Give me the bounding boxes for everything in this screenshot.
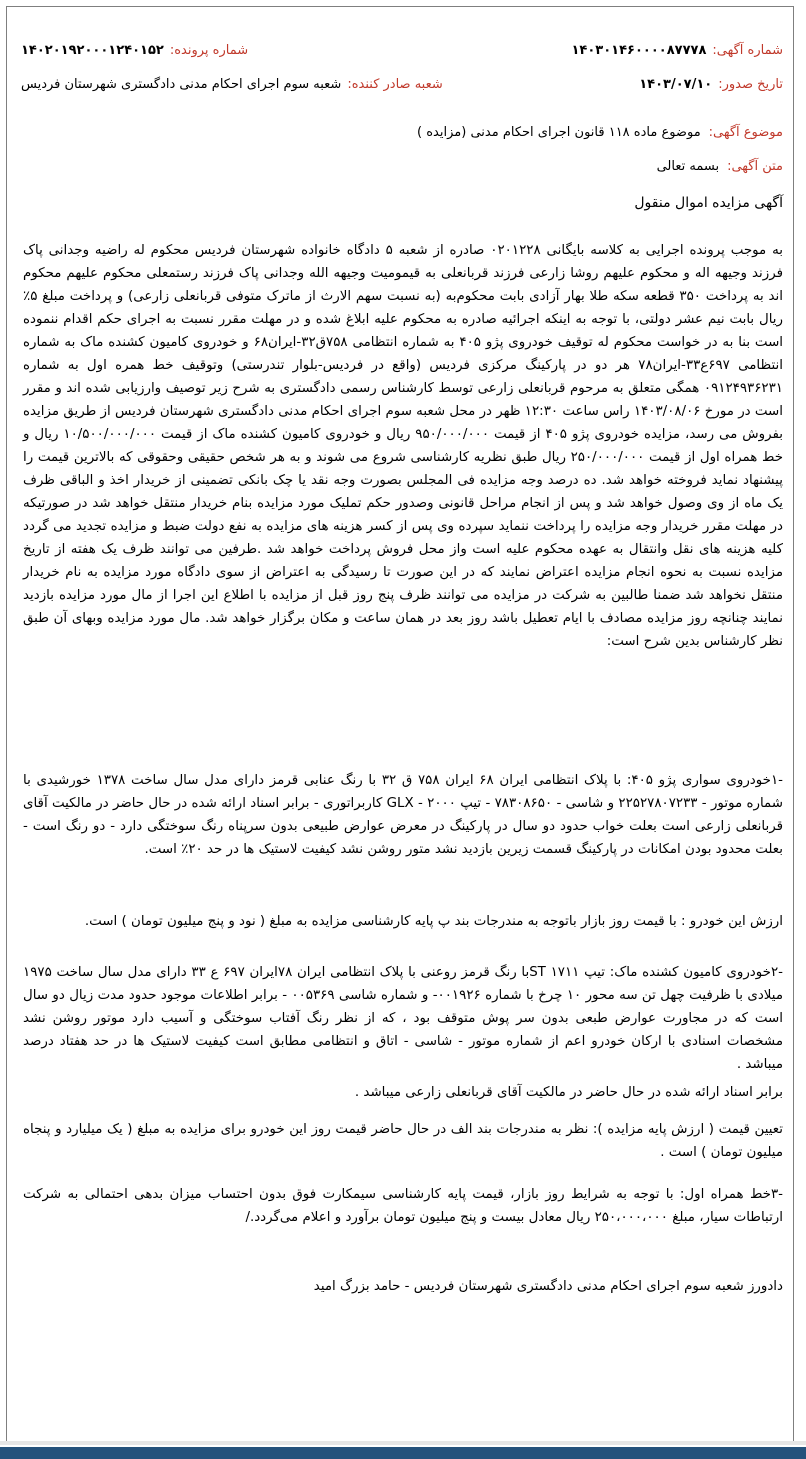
page-divider [0,1441,806,1445]
paragraph-item-mobile-line: -۳خط همراه اول: با توجه به شرایط روز بازار، قیمت پایه کارشناسی سیمکارت فوق بدون احتساب میزان بدهی احتمالی به شرکت ارتباطات سیار، مبلغ ۲۵۰،۰۰۰،۰۰۰ ریال معادل بیست و پنج میلیون تومان برآورد و اعلام می‌گردد./ [23,1187,783,1225]
issuer-label: شعبه صادر کننده: [347,76,443,92]
notice-title: آگهی مزایده اموال منقول [634,195,783,211]
header-row-issue [7,69,793,99]
issue-date-field [639,77,783,92]
issue-date-label: تاریخ صدور: [718,76,783,92]
paragraph-item-mack-truck: -۲خودروی کامیون کشنده ماک: تیپ ST ۱۷۱۱با رنگ قرمز روعنی با پلاک انتظامی ایران ۷۸ایران ۶۹۷ ع ۳۳ دارای مدل سال ساخت ۱۹۷۵ میلادی با ظرفیت چهل تن سه محور ۱۰ چرخ با شماره ۰۰۱۹۲۶- و شماره شاسی ۰۰۵۳۶۹ - برابر اطلاعات موجود حدود مدت زیال دو سال است که در مجاورت عوارض طبعی بدون سر پوش متوقف بود ، که از نظر رنگ آفتاب سوختگی و آسیب دارد موتور روشن نشد مشخصات اسنادی با ارکان خودرو اعم از شماره موتور - شاسی - اتاق و انتظامی مطابق است کیفیت لاستیک ها در حد هفتاد درصد میباشد . [23,965,784,1072]
notice-number-label: شماره آگهی: [712,42,783,58]
issue-date-value: ۱۴۰۳/۰۷/۱۰ [639,76,713,92]
notice-document [6,6,794,1443]
paragraph-intro: به موجب پرونده اجرایی به کلاسه بایگانی ۰۲۰۱۲۲۸ صادره از شعبه ۵ دادگاه خانواده شهرستان فردیس محکوم له راضیه وجدانی پاک فرزند وجیهه اله و محکوم علیهم روشا زارعی فرزند قربانعلی به قیمومیت وجیهه الله وجدانی پاک فرزند رستمعلی محکوم علیهم محکوم اند به پرداخت ۳۵۰ قطعه سکه طلا بهار آزادی بابت محکوم‌به (به نسبت سهم الارث از ماترک متوفی قربانعلی زارعی) و پرداخت مبلغ ۵٪ ریال بابت نیم عشر دولتی، با توجه به اینکه اجرائیه صادره به محکوم علیه ابلاغ شده و در مهلت مقرر نسبت به اجرای حکم اقدام ننموده است بنا به در خواست محکوم له توقیف خودروی پژو ۴۰۵ به شماره انتظامی ۷۵۸ق۳۲-ایران۶۸ و خودروی کامیون کشنده ماک به شماره انتظامی ۶۹۷ع۳۳-ایران۷۸ هر دو در پارکینگ مرکزی فردیس (واقع در فردیس-بلوار تندرستی) وتوقیف خط همره اول به شماره ۰۹۱۲۴۹۳۶۲۳۱ همگی متعلق به مرحوم قربانعلی زارعی توسط کارشناس رسمی دادگستری به شرح زیر توصیف وارزیابی شده اند و مقرر است در مورخ ۱۴۰۳/۰۸/۰۶ راس ساعت ۱۲:۳۰ ظهر در محل شعبه سوم اجرای احکام مدنی دادگستری شهرستان فردیس از طریق مزایده بفروش می رسد، مزایده خودروی پژو ۴۰۵ از قیمت ۹۵۰/۰۰۰/۰۰۰ ریال و خودروی کامیون کشنده ماک از قیمت ۱۰/۵۰۰/۰۰۰/۰۰۰ ریال و خط همراه اول از قیمت ۲۵۰/۰۰۰/۰۰۰ ریال طبق نظریه کارشناسی شروع می شوند و به هر شخص حقیقی وحقوقی که بالاترین قیمت را پیشنهاد نماید فروخته خواهد شد. ده درصد وجه مزایده فی المجلس بصورت وجه نقد یا چک بانکی تضمینی از خریدار اخذ و الباقی ظرف یک ماه از وی وصول خواهد شد و پس از انجام مراحل قانونی وصدور حکم تملیک مورد مزایده بنام خریدار منتقل خواهد شد در صورتیکه در مهلت مقرر خریدار وجه مزایده را پرداخت ننماید سپرده وی پس از کسر هزینه های مزایده به نفع دولت ضبط و مزایده تجدید می گردد کلیه هزینه های نقل وانتقال به عهده محکوم علیه است واز محل فروش پرداخت خواهد شد .طرفین می توانند ظرف یک هفته از تاریخ مزایده نسبت به نحوه انجام مزایده اعتراض نمایند که در این صورت تا رسیدگی به اعتراض از سوی دادگاه مورد مزایده به نام خریدار منتقل نخواهد شد ضمنا طالبین به شرکت در مزایده می توانند ظرف پنج روز قبل از مزایده با اطلاع این اجرا از مال مورد مزایده بازدید نمایند چنانچه روز مزایده مصادف با ایام تعطیل باشد روز بعد در همان ساعت و مکان برگزار خواهد شد. مال مورد مزایده وبهای آن طبق نظر کارشناس بدین شرح است: [23,243,784,649]
text-label: متن آگهی: [727,159,783,174]
paragraph-item-peugeot: -۱خودروی سواری پژو ۴۰۵: با پلاک انتظامی ایران ۶۸ ایران ۷۵۸ ق ۳۲ با رنگ عنابی قرمز دارای مدل سال ساخت ۱۳۷۸ خورشیدی با شماره موتور - ۲۲۵۲۷۸۰۷۲۳۳ و شاسی - ۷۸۳۰۸۶۵۰ - تیپ ۲۰۰۰ - GLX کاربراتوری - برابر اسناد ارائه شده در حال حاضر در مالکیت آقای قربانعلی زارعی است بعلت خواب حدود دو سال در پارکینگ در معرض عوارض طبیعی بدون سرپناه رنگ سوختگی دارد - دو رنگ است - بعلت محدود بودن امکانات در پارکینگ قسمت زیرین بازدید نشد متور روشن نشد کیفیت لاستیک ها در حد ۲۰٪ است. [23,773,783,857]
signature-line: دادورز شعبه سوم اجرای احکام مدنی دادگستری شهرستان فردیس - حامد بزرگ امید [313,1279,783,1294]
issuer-field [21,77,443,92]
notice-number-field [572,43,784,58]
header-row-numbers [7,35,793,65]
notice-number-value: ۱۴۰۳۰۱۴۶۰۰۰۰۸۷۷۷۸ [571,42,707,58]
subject-field [21,125,783,140]
subject-label: موضوع آگهی: [708,125,783,140]
text-value: بسمه تعالی [656,159,720,174]
issuer-value: شعبه سوم اجرای احکام مدنی دادگستری شهرستان فردیس [21,76,342,92]
case-number-label: شماره پرونده: [169,42,249,58]
case-number-field [21,43,248,58]
case-number-value: ۱۴۰۲۰۱۹۲۰۰۰۱۲۴۰۱۵۲ [21,42,164,58]
subject-value: موضوع ماده ۱۱۸ قانون اجرای احکام مدنی (مزایده ) [417,125,701,140]
paragraph-price-mack-truck: تعیین قیمت ( ارزش پایه مزایده ): نظر به مندرجات بند الف در حال حاضر قیمت روز این خودرو برای مزایده به مبلغ ( یک میلیارد و پنجاه میلیون تومان ) است . [23,1122,783,1160]
paragraph-owner-mack-truck: برابر اسناد ارائه شده در حال حاضر در مالکیت آقای قربانعلی زارعی میباشد . [354,1085,783,1100]
text-field [21,159,783,174]
paragraph-price-peugeot: ارزش این خودرو : با قیمت روز بازار باتوجه به مندرجات بند پ پایه کارشناسی مزایده به مبلغ ( نود و پنج میلیون تومان ) است. [84,914,783,929]
bottom-bar [0,1447,806,1459]
